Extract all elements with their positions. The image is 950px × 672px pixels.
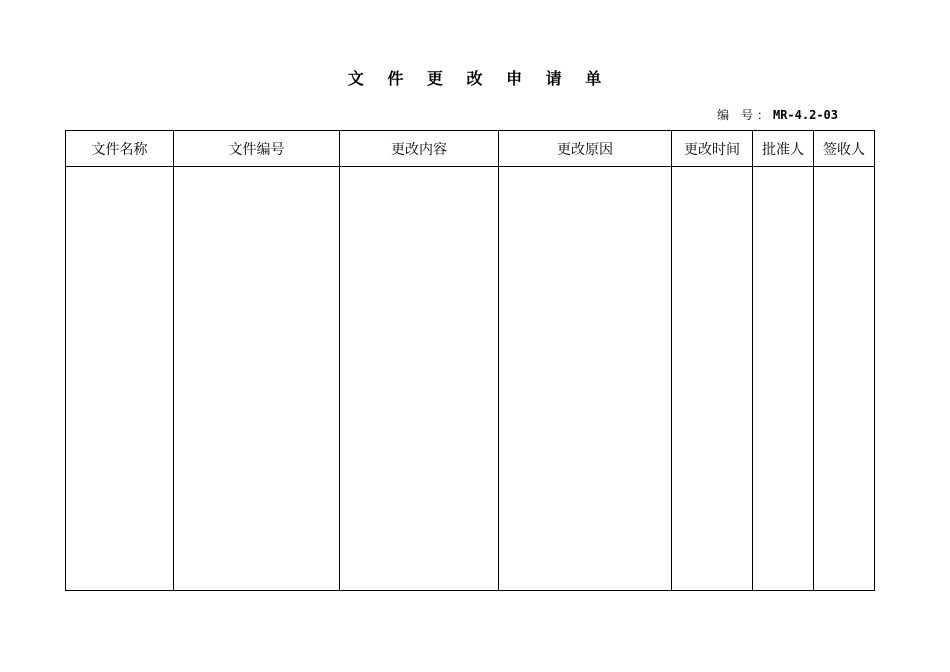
change-request-table [65, 130, 875, 591]
document-number-value: MR-4.2-03 [772, 108, 838, 122]
table-row [66, 167, 875, 591]
column-header-file-name: 文件名称 [66, 131, 174, 167]
cell-file-number [174, 167, 340, 591]
cell-approver [753, 167, 814, 591]
column-header-change-reason: 更改原因 [499, 131, 672, 167]
column-header-approver: 批准人 [753, 131, 814, 167]
document-title: 文 件 更 改 申 请 单 [347, 69, 611, 88]
document-number-label: 编 号： [717, 108, 773, 122]
table-header-row [66, 131, 875, 167]
document-number [717, 106, 838, 123]
column-header-file-number: 文件编号 [174, 131, 340, 167]
column-header-change-content: 更改内容 [340, 131, 499, 167]
cell-file-name [66, 167, 174, 591]
cell-change-date [672, 167, 753, 591]
cell-change-reason [499, 167, 672, 591]
cell-change-content [340, 167, 499, 591]
cell-recipient [814, 167, 875, 591]
column-header-recipient: 签收人 [814, 131, 875, 167]
column-header-change-date: 更改时间 [672, 131, 753, 167]
